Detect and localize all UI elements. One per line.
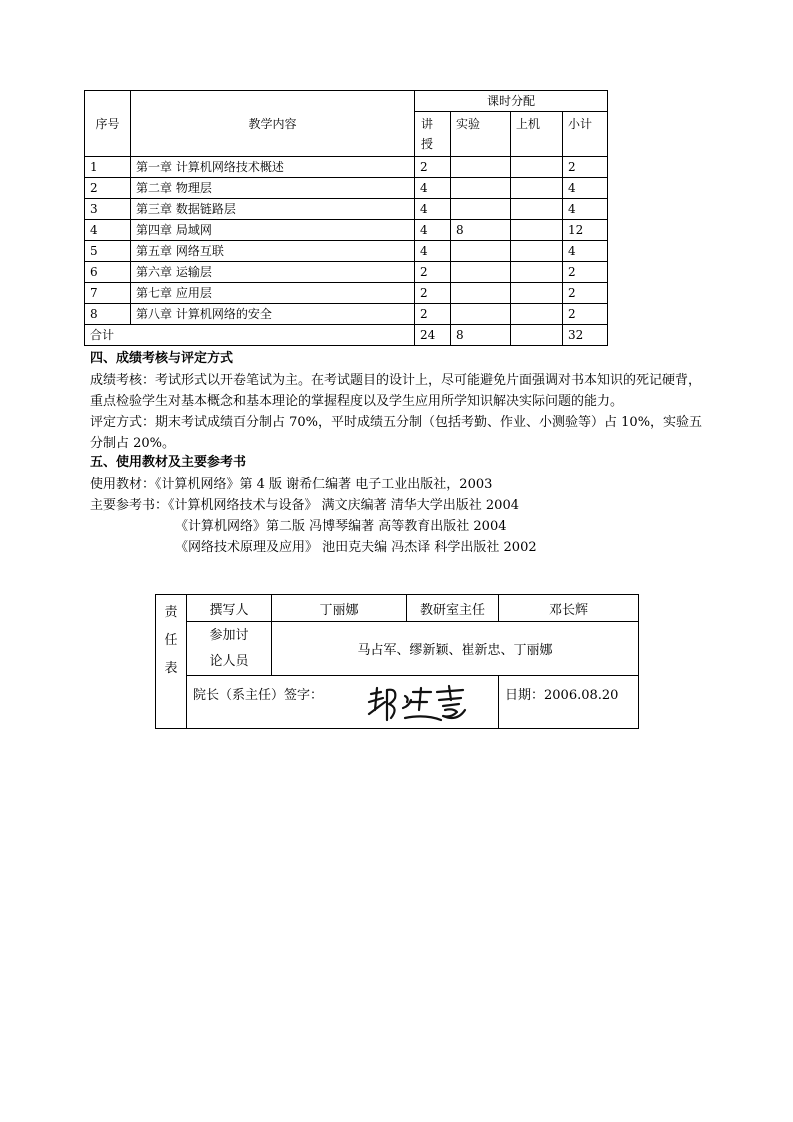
- row-subtotal: 2: [563, 262, 608, 283]
- row-computer: [511, 199, 563, 220]
- schedule-table: [84, 90, 608, 346]
- row-computer: [511, 178, 563, 199]
- row-no: 7: [85, 283, 131, 304]
- participants-label-line: 论人员: [209, 653, 249, 669]
- reference-line-2: 《计算机网络》第二版 冯博琴编著 高等教育出版社 2004: [175, 519, 507, 534]
- header-allocation: 课时分配: [415, 91, 608, 112]
- row-lab: [451, 178, 511, 199]
- total-label: 合计: [85, 325, 415, 346]
- side-label-char: 责: [164, 605, 178, 620]
- director-label: 教研室主任: [407, 595, 499, 622]
- table-row: [85, 199, 608, 220]
- header-lab: 实验: [451, 112, 511, 157]
- row-lecture: 2: [415, 157, 451, 178]
- writer-name: 丁丽娜: [272, 595, 407, 622]
- row-no: 4: [85, 220, 131, 241]
- row-lecture: 2: [415, 283, 451, 304]
- reference-line-3: 《网络技术原理及应用》 池田克夫编 冯杰译 科学出版社 2002: [175, 540, 537, 555]
- header-subtotal: 小计: [563, 112, 608, 157]
- total-lab: 8: [451, 325, 511, 346]
- side-label: [156, 595, 187, 729]
- row-content: 第五章 网络互联: [131, 241, 415, 262]
- section5-title: 五、使用教材及主要参考书: [90, 455, 247, 470]
- row-content: 第六章 运输层: [131, 262, 415, 283]
- reference-line-1: 主要参考书：《计算机网络技术与设备》 满文庆编著 清华大学出版社 2004: [90, 498, 519, 513]
- row-lecture: 2: [415, 304, 451, 325]
- participants-label: [187, 622, 272, 676]
- director-name: 邓长辉: [499, 595, 639, 622]
- row-lab: [451, 199, 511, 220]
- row-lab: [451, 304, 511, 325]
- row-lecture: 4: [415, 241, 451, 262]
- row-lab: [451, 157, 511, 178]
- row-content: 第三章 数据链路层: [131, 199, 415, 220]
- row-lecture: 4: [415, 220, 451, 241]
- row-computer: [511, 157, 563, 178]
- row-no: 3: [85, 199, 131, 220]
- row-no: 5: [85, 241, 131, 262]
- date-label: 日期：2006.08.20: [499, 676, 639, 729]
- total-subtotal: 32: [563, 325, 608, 346]
- header-content: 教学内容: [131, 91, 415, 157]
- table-total-row: [85, 325, 608, 346]
- dean-signature-label: 院长（系主任）签字：: [187, 676, 499, 729]
- row-no: 1: [85, 157, 131, 178]
- participants-names: 马占军、缪新颖、崔新忠、丁丽娜: [272, 622, 639, 676]
- row-lab: 8: [451, 220, 511, 241]
- header-no: 序号: [85, 91, 131, 157]
- row-subtotal: 2: [563, 283, 608, 304]
- row-lecture: 4: [415, 199, 451, 220]
- table-row: [85, 157, 608, 178]
- participants-label-line: 参加讨: [209, 627, 249, 643]
- row-content: 第七章 应用层: [131, 283, 415, 304]
- section4-title: 四、成绩考核与评定方式: [90, 351, 234, 366]
- row-subtotal: 4: [563, 178, 608, 199]
- writer-label: 撰写人: [187, 595, 272, 622]
- row-content: 第一章 计算机网络技术概述: [131, 157, 415, 178]
- row-computer: [511, 283, 563, 304]
- header-computer: 上机: [511, 112, 563, 157]
- section4-grading-text: 评定方式：期末考试成绩百分制占 70%，平时成绩五分制（包括考勤、作业、小测验等）占 10%，实验五分制占 20%。: [90, 415, 703, 451]
- side-label-char: 任: [164, 633, 178, 648]
- row-computer: [511, 220, 563, 241]
- table-row: [85, 241, 608, 262]
- row-lab: [451, 283, 511, 304]
- total-computer: [511, 325, 563, 346]
- row-lab: [451, 241, 511, 262]
- row-lecture: 2: [415, 262, 451, 283]
- row-content: 第八章 计算机网络的安全: [131, 304, 415, 325]
- row-subtotal: 2: [563, 304, 608, 325]
- table-row: [85, 262, 608, 283]
- row-subtotal: 2: [563, 157, 608, 178]
- participants-row: [156, 622, 639, 676]
- row-subtotal: 12: [563, 220, 608, 241]
- row-no: 2: [85, 178, 131, 199]
- table-row: [85, 283, 608, 304]
- row-computer: [511, 262, 563, 283]
- textbook-line: 使用教材：《计算机网络》第 4 版 谢希仁编著 电子工业出版社，2003: [90, 477, 493, 492]
- row-lecture: 4: [415, 178, 451, 199]
- row-no: 8: [85, 304, 131, 325]
- handwritten-signature: [365, 680, 475, 728]
- table-row: [85, 304, 608, 325]
- section4-exam-text: 成绩考核：考试形式以开卷笔试为主。在考试题目的设计上，尽可能避免片面强调对书本知识的死记硬背，重点检验学生对基本概念和基本理论的掌握程度以及学生应用所学知识解决实际问题的能力。: [90, 373, 702, 409]
- row-computer: [511, 241, 563, 262]
- row-computer: [511, 304, 563, 325]
- row-no: 6: [85, 262, 131, 283]
- header-lecture: 讲授: [415, 112, 451, 157]
- row-content: 第二章 物理层: [131, 178, 415, 199]
- row-subtotal: 4: [563, 199, 608, 220]
- row-lab: [451, 262, 511, 283]
- table-header-row: [85, 91, 608, 112]
- total-lecture: 24: [415, 325, 451, 346]
- table-row: [85, 178, 608, 199]
- side-label-char: 表: [164, 661, 178, 676]
- row-subtotal: 4: [563, 241, 608, 262]
- row-content: 第四章 局域网: [131, 220, 415, 241]
- table-row: [85, 220, 608, 241]
- writer-row: [156, 595, 639, 622]
